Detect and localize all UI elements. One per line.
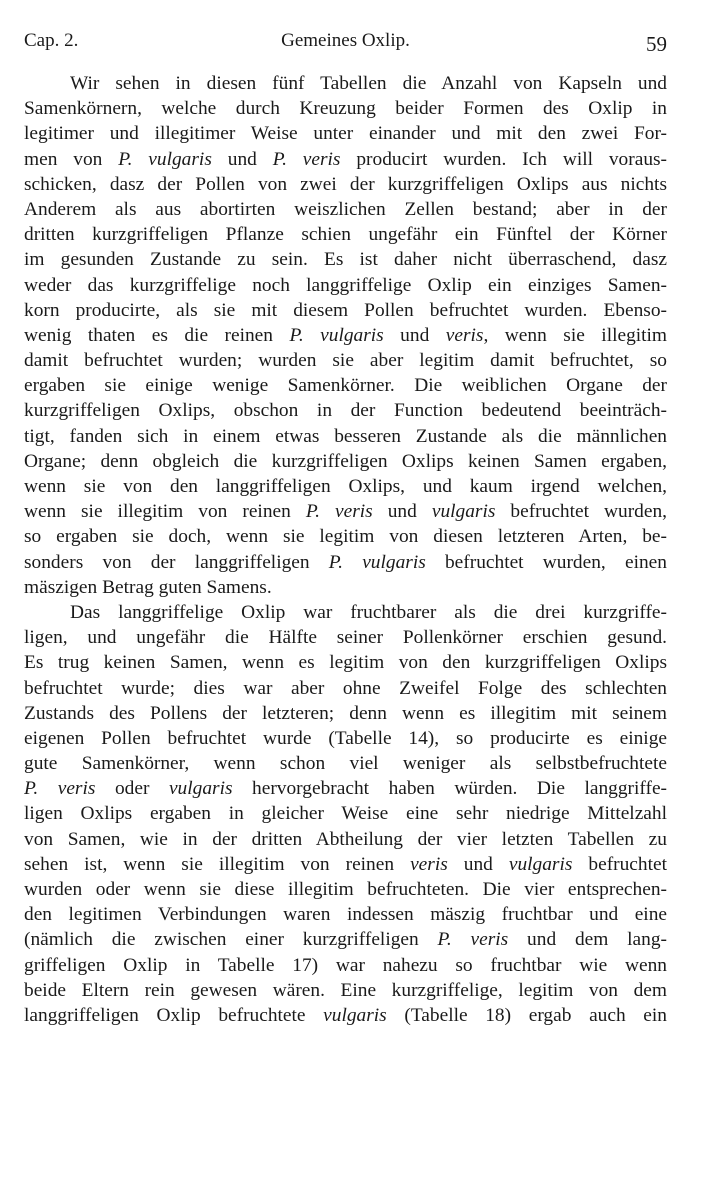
- text-line: ligen, und ungefähr die Hälfte seiner Pollenkörner erschien gesund.: [24, 627, 667, 649]
- text-line: ergaben sie einige wenige Samenkörner. Die weiblichen Organe der: [24, 375, 667, 397]
- text-line: legitimer und illegitimer Weise unter einander und mit den zwei For-: [24, 123, 667, 145]
- text-line: dritten kurzgriffeligen Pflanze schien ungefähr ein Fünftel der Körner: [24, 224, 667, 246]
- running-header: [24, 30, 667, 58]
- body-text: [24, 71, 667, 1028]
- text-line: schicken, dasz der Pollen von zwei der kurzgriffeligen Oxlips aus nichts: [24, 173, 667, 195]
- text-line: korn producirte, als sie mit diesem Pollen befruchtet wurden. Ebenso-: [24, 299, 667, 321]
- text-line: sonders von der langgriffeligen P. vulgaris befruchtet wurden, einen: [24, 551, 667, 573]
- chapter-label: Cap. 2.: [24, 30, 79, 51]
- text-line: den legitimen Verbindungen waren indessen mäszig fruchtbar und eine: [24, 904, 667, 926]
- text-line: Es trug keinen Samen, wenn es legitim von den kurzgriffeligen Oxlips: [24, 652, 667, 674]
- text-line: wenig thaten es die reinen P. vulgaris und veris, wenn sie illegitim: [24, 324, 667, 346]
- text-line: Das langgriffelige Oxlip war fruchtbarer als die drei kurzgriffe-: [70, 601, 667, 623]
- text-line: sehen ist, wenn sie illegitim von reinen veris und vulgaris befruchtet: [24, 853, 667, 875]
- text-line: tigt, fanden sich in einem etwas besseren Zustande als die männlichen: [24, 425, 667, 447]
- page-number: 59: [646, 32, 667, 56]
- text-line: Anderem als aus abortirten weiszlichen Zellen bestand; aber in der: [24, 198, 667, 220]
- running-title: Gemeines Oxlip.: [281, 30, 410, 51]
- text-line: befruchtet wurde; dies war aber ohne Zweifel Folge des schlechten: [24, 677, 667, 699]
- text-line: Zustands des Pollens der letzteren; denn wenn es illegitim mit seinem: [24, 702, 667, 724]
- paragraph-2: [24, 600, 667, 1028]
- text-line: eigenen Pollen befruchtet wurde (Tabelle 14), so producirte es einige: [24, 727, 667, 749]
- text-line: griffeligen Oxlip in Tabelle 17) war nahezu so fruchtbar wie wenn: [24, 954, 667, 976]
- text-line: Organe; denn obgleich die kurzgriffeligen Oxlips keinen Samen ergaben,: [24, 450, 667, 472]
- text-line: von Samen, wie in der dritten Abtheilung der vier letzten Tabellen zu: [24, 828, 667, 850]
- text-line: wenn sie illegitim von reinen P. veris und vulgaris befruchtet wurden,: [24, 501, 667, 523]
- text-line: weder das kurzgriffelige noch langgriffelige Oxlip ein einziges Samen-: [24, 274, 667, 296]
- text-line: im gesunden Zustande zu sein. Es ist daher nicht überraschend, dasz: [24, 249, 667, 271]
- text-line: (nämlich die zwischen einer kurzgriffeligen P. veris und dem lang-: [24, 929, 667, 951]
- text-line: P. veris oder vulgaris hervorgebracht haben würden. Die langgriffe-: [24, 778, 667, 800]
- text-line: Samenkörnern, welche durch Kreuzung beider Formen des Oxlip in: [24, 98, 667, 120]
- text-line: beide Eltern rein gewesen wären. Eine kurzgriffelige, legitim von dem: [24, 979, 667, 1001]
- text-line: kurzgriffeligen Oxlips, obschon in der Function bedeutend beeinträch-: [24, 400, 667, 422]
- text-line: so ergaben sie doch, wenn sie legitim von diesen letzteren Arten, be-: [24, 526, 667, 548]
- paragraph-1: [24, 71, 667, 600]
- text-line: gute Samenkörner, wenn schon viel weniger als selbstbefruchtete: [24, 753, 667, 775]
- text-line: wurden oder wenn sie diese illegitim befruchteten. Die vier entsprechen-: [24, 879, 667, 900]
- text-line: langgriffeligen Oxlip befruchtete vulgaris (Tabelle 18) ergab auch ein: [24, 1004, 667, 1026]
- text-line: ligen Oxlips ergaben in gleicher Weise eine sehr niedrige Mittelzahl: [24, 803, 667, 825]
- text-line: men von P. vulgaris und P. veris producirt wurden. Ich will voraus-: [24, 148, 667, 170]
- text-line: Wir sehen in diesen fünf Tabellen die Anzahl von Kapseln und: [70, 73, 667, 94]
- text-line: wenn sie von den langgriffeligen Oxlips, und kaum irgend welchen,: [24, 476, 667, 497]
- text-line: damit befruchtet wurden; wurden sie aber legitim damit befruchtet, so: [24, 350, 667, 372]
- text-line: mäszigen Betrag guten Samens.: [24, 576, 272, 598]
